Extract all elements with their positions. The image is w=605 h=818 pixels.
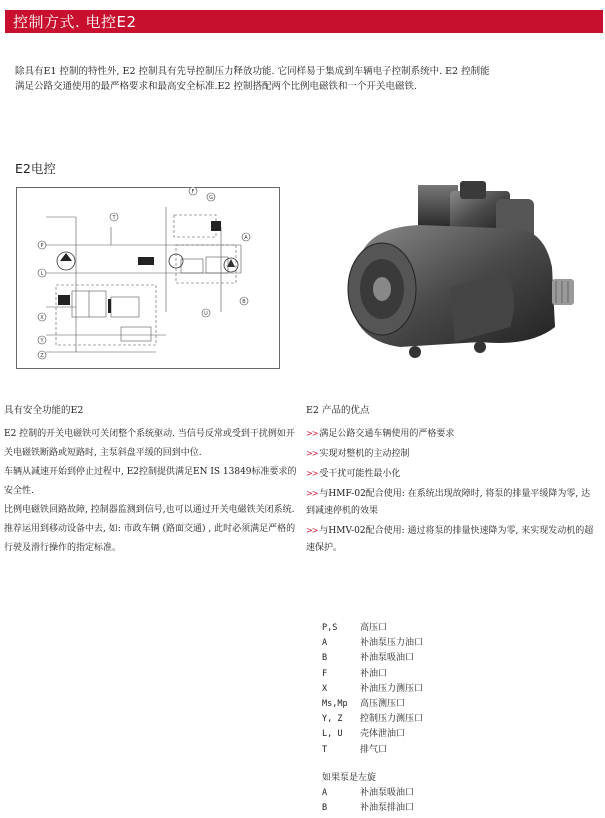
port-label: Y [40, 338, 44, 344]
port-label: P [40, 243, 44, 249]
legend-label: 补油压力测压口 [360, 683, 424, 694]
legend-row [322, 743, 423, 758]
port-label: Z [40, 353, 44, 359]
list-item [306, 465, 596, 483]
legend-key: P,S [322, 623, 338, 633]
safety-paragraph: 车辆从减速开始到停止过程中, E2控制提供满足EN IS 13849标准要求的安全性. [4, 467, 297, 496]
page-title: 控制方式. 电控E2 [13, 13, 137, 31]
intro-line-2: 满足公路交通使用的最严格要求和最高安全标准.E2 控制搭配两个比例电磁铁和一个开关电磁铁. [15, 81, 418, 92]
legend-label: 补油泵压力油口 [360, 638, 424, 649]
list-item [306, 445, 596, 463]
legend-key: X [322, 683, 328, 694]
port-legend [322, 621, 423, 816]
legend-key: B [322, 653, 328, 664]
hydraulic-schematic [16, 187, 280, 369]
left-rotation-title: 如果泵是左旋 [322, 772, 377, 783]
legend-label: 排气口 [360, 744, 388, 755]
port-label: F [191, 189, 195, 195]
legend-key: L, U [322, 729, 343, 740]
legend-row [322, 786, 423, 801]
legend-label: 补油泵吸油口 [360, 653, 415, 664]
schematic-title: E2电控 [15, 161, 56, 176]
legend-key: F [322, 668, 328, 679]
safety-paragraph: E2 控制的开关电磁铁可关闭整个系统驱动. 当信号反常或受到干扰例如开关电磁铁断路或短路时, 主泵斜盘平缓的回到中位. [4, 429, 295, 458]
bullet-icon: >> [306, 449, 318, 458]
legend-label: 高压口 [360, 623, 388, 633]
advantages-section-title: E2 产品的优点 [306, 405, 370, 416]
legend-label: 壳体泄油口 [360, 729, 406, 740]
port-label: T [112, 215, 116, 221]
advantage-text: 受干扰可能性最小化 [319, 469, 401, 479]
legend-row [322, 636, 423, 651]
advantage-text: 与HMV-02配合使用: 通过将泵的排量快速降为零, 来实现发动机的超速保护。 [306, 526, 594, 553]
safety-paragraph: 推荐运用到移动设备中去, 如: 市政车辆 (路面交通) , 此时必须满足严格的行驶及滑行操作的指定标准。 [4, 524, 296, 553]
legend-row [322, 712, 423, 727]
list-item [306, 522, 596, 557]
advantages-list [306, 425, 596, 559]
bullet-icon: >> [306, 429, 318, 438]
list-item [306, 425, 596, 443]
safety-section-title: 具有安全功能的E2 [4, 405, 84, 416]
advantage-text: 与HMF-02配合使用: 在系统出现故障时, 将泵的排量平缓降为零, 达到减速停机的效果 [306, 489, 591, 516]
legend-label: 控制压力测压口 [360, 714, 424, 725]
legend-row [322, 621, 423, 636]
port-label: L [40, 271, 44, 277]
legend-key: Ms,Mp [322, 699, 348, 710]
legend-label: 补油泵排油口 [360, 803, 415, 814]
legend-row [322, 697, 423, 712]
port-label: A [244, 235, 248, 241]
legend-row [322, 682, 423, 697]
intro-line-1: 除具有E1 控制的特性外, E2 控制具有先导控制压力释放功能. 它同样易于集成到车辆电子控制系统中. E2 控制能 [15, 66, 490, 77]
safety-paragraph: 比例电磁铁回路故障, 控制器监测到信号,也可以通过开关电磁铁关闭系统. [4, 505, 295, 515]
bullet-icon: >> [306, 489, 318, 498]
legend-key: T [322, 744, 328, 755]
legend-key: A [322, 638, 328, 649]
legend-row [322, 727, 423, 742]
port-label: U [204, 311, 208, 317]
port-label: B [242, 299, 246, 305]
bullet-icon: >> [306, 469, 318, 478]
list-item [306, 485, 596, 520]
intro-paragraph [15, 64, 575, 94]
pump-photo [330, 177, 585, 377]
advantage-text: 满足公路交通车辆使用的严格要求 [319, 429, 455, 439]
legend-row [322, 667, 423, 682]
advantage-text: 实现对整机的主动控制 [319, 449, 410, 459]
safety-section-body [4, 425, 300, 558]
port-label: X [40, 315, 44, 321]
legend-label: 补油泵吸油口 [360, 788, 415, 799]
legend-row [322, 651, 423, 666]
legend-key: A [322, 788, 328, 799]
legend-label: 高压测压口 [360, 699, 406, 710]
port-label: G [209, 195, 213, 201]
legend-row [322, 801, 423, 816]
legend-label: 补油口 [360, 668, 388, 679]
bullet-icon: >> [306, 526, 318, 535]
legend-key: Y, Z [322, 714, 343, 725]
legend-key: B [322, 803, 328, 814]
